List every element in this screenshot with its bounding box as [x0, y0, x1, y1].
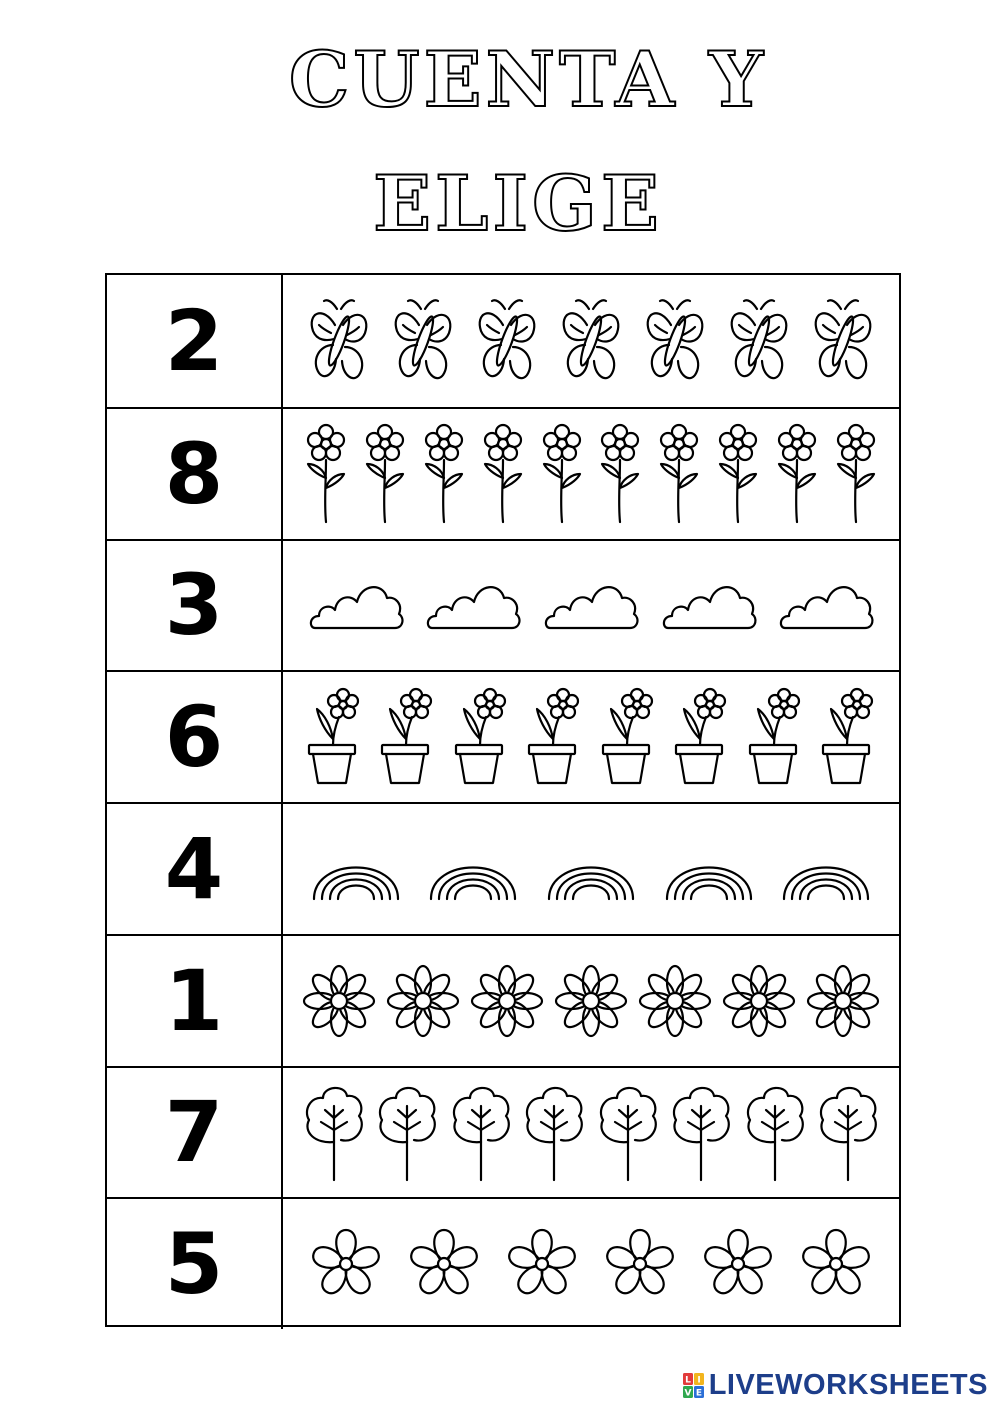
butterfly-icon — [557, 295, 625, 387]
rainbow-icon — [427, 837, 519, 901]
table-row — [107, 407, 899, 539]
svg-text:E: E — [695, 1388, 702, 1398]
butterfly-icon — [389, 295, 457, 387]
rainbow-icon — [780, 837, 872, 901]
cloud-icon — [542, 576, 640, 634]
title-line-2: ELIGE — [373, 159, 663, 248]
flower-stem-icon — [538, 422, 586, 526]
row-number: 4 — [107, 804, 283, 934]
icon-group — [283, 1199, 899, 1329]
tree-icon — [815, 1082, 881, 1182]
title-line-1: CUENTA Y — [288, 35, 768, 124]
tree-icon — [374, 1082, 440, 1182]
icon-group — [283, 541, 899, 671]
potted-flower-icon — [744, 687, 806, 787]
flower-stem-icon — [361, 422, 409, 526]
daisy-icon — [301, 962, 377, 1040]
five-petal-flower-icon — [698, 1226, 778, 1302]
potted-flower-icon — [450, 687, 512, 787]
butterfly-icon — [473, 295, 541, 387]
tree-icon — [521, 1082, 587, 1182]
daisy-icon — [637, 962, 713, 1040]
flower-stem-icon — [714, 422, 762, 526]
icon-group — [283, 804, 899, 934]
flower-stem-icon — [832, 422, 880, 526]
potted-flower-icon — [817, 687, 879, 787]
liveworksheets-logo — [683, 1369, 988, 1402]
five-petal-flower-icon — [796, 1226, 876, 1302]
daisy-icon — [805, 962, 881, 1040]
tree-icon — [448, 1082, 514, 1182]
potted-flower-icon — [523, 687, 585, 787]
liveworksheets-mark-icon — [683, 1373, 705, 1399]
table-row — [107, 275, 899, 407]
tree-icon — [595, 1082, 661, 1182]
tree-icon — [668, 1082, 734, 1182]
counting-table — [105, 273, 901, 1327]
row-number: 1 — [107, 936, 283, 1066]
table-row — [107, 539, 899, 671]
potted-flower-icon — [303, 687, 365, 787]
row-number: 6 — [107, 672, 283, 802]
five-petal-flower-icon — [502, 1226, 582, 1302]
rainbow-icon — [545, 837, 637, 901]
table-row — [107, 670, 899, 802]
icon-group — [283, 1068, 899, 1198]
cloud-icon — [307, 576, 405, 634]
icon-group — [283, 275, 899, 407]
flower-stem-icon — [596, 422, 644, 526]
five-petal-flower-icon — [306, 1226, 386, 1302]
cloud-icon — [660, 576, 758, 634]
table-row — [107, 934, 899, 1066]
daisy-icon — [721, 962, 797, 1040]
butterfly-icon — [809, 295, 877, 387]
svg-text:I: I — [697, 1375, 701, 1385]
icon-group — [283, 409, 899, 539]
flower-stem-icon — [773, 422, 821, 526]
five-petal-flower-icon — [600, 1226, 680, 1302]
potted-flower-icon — [670, 687, 732, 787]
daisy-icon — [553, 962, 629, 1040]
butterfly-icon — [725, 295, 793, 387]
row-number: 3 — [107, 541, 283, 671]
flower-stem-icon — [302, 422, 350, 526]
icon-group — [283, 672, 899, 802]
brand-text: LIVEWORKSHEETS — [708, 1369, 988, 1401]
butterfly-icon — [641, 295, 709, 387]
potted-flower-icon — [376, 687, 438, 787]
rainbow-icon — [310, 837, 402, 901]
table-row — [107, 1066, 899, 1198]
icon-group — [283, 936, 899, 1066]
svg-text:L: L — [684, 1375, 691, 1385]
daisy-icon — [469, 962, 545, 1040]
butterfly-icon — [305, 295, 373, 387]
rainbow-icon — [663, 837, 755, 901]
cloud-icon — [424, 576, 522, 634]
row-number: 2 — [107, 275, 283, 407]
daisy-icon — [385, 962, 461, 1040]
flower-stem-icon — [420, 422, 468, 526]
table-row — [107, 1197, 899, 1329]
row-number: 7 — [107, 1068, 283, 1198]
flower-stem-icon — [655, 422, 703, 526]
five-petal-flower-icon — [404, 1226, 484, 1302]
row-number: 8 — [107, 409, 283, 539]
tree-icon — [301, 1082, 367, 1182]
svg-text:V: V — [684, 1388, 692, 1398]
potted-flower-icon — [597, 687, 659, 787]
table-row — [107, 802, 899, 934]
tree-icon — [742, 1082, 808, 1182]
flower-stem-icon — [479, 422, 527, 526]
row-number: 5 — [107, 1199, 283, 1329]
cloud-icon — [777, 576, 875, 634]
